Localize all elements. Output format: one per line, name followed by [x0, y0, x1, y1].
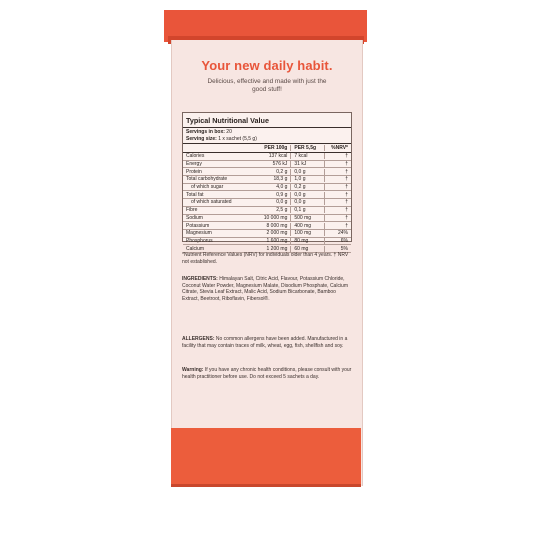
- nutrition-row: [183, 161, 351, 169]
- nutrient-name: Calories: [186, 153, 205, 160]
- nutrition-footnote: *Nutrient Reference Values (NRV) for individuals older than 4 years. † NRV not established.: [182, 252, 349, 265]
- nutrient-per100: 10 000 mg: [252, 215, 291, 221]
- nutrient-name: Total fat: [186, 191, 204, 198]
- nutrient-nrv: 6%: [340, 237, 348, 244]
- nutrient-name: Phosphorus: [186, 237, 213, 244]
- nutrient-name: Potassium: [186, 222, 210, 229]
- nutrition-row: [183, 215, 351, 223]
- nutrient-per-serving: 1,0 g: [291, 176, 324, 182]
- subtitle: [172, 78, 362, 94]
- nutrition-rows: [183, 153, 351, 253]
- nutrient-per-serving: 0,0 g: [291, 169, 324, 175]
- nutrient-per-serving: 0,0 g: [291, 192, 324, 198]
- nutrient-per100: 576 kJ: [252, 161, 291, 167]
- warning: [182, 367, 352, 380]
- nutrition-row: [183, 230, 351, 238]
- nutrient-per-serving: 7 kcal: [291, 153, 324, 159]
- nutrient-nrv: 5%: [340, 245, 348, 252]
- header-col-per-serving: PER 5,5g: [291, 145, 324, 151]
- nutrition-row: [183, 199, 351, 207]
- servings-value: 20: [226, 129, 232, 135]
- nutrition-row: [183, 168, 351, 176]
- nutrient-name: of which saturated: [191, 199, 232, 206]
- nutrient-nrv: †: [345, 199, 349, 206]
- servings-label: Servings in box:: [186, 129, 225, 135]
- nutrient-name: Sodium: [186, 214, 203, 221]
- nutrient-nrv: †: [345, 184, 349, 191]
- nutrient-per100: 137 kcal: [252, 153, 291, 159]
- nutrition-row: [183, 222, 351, 230]
- nutrient-per-serving: 0,0 g: [291, 199, 324, 205]
- nutrient-nrv: †: [345, 222, 348, 229]
- nutrient-nrv: †: [345, 176, 348, 183]
- nutrient-per-serving: 100 mg: [291, 230, 324, 236]
- nutrient-per-serving: 400 mg: [291, 223, 324, 229]
- nutrient-per100: 1 600 mg: [252, 238, 291, 244]
- nutrient-nrv: †: [345, 214, 348, 221]
- nutrient-name: Energy: [186, 161, 202, 168]
- nutrient-nrv: 24%: [337, 230, 348, 237]
- box-bottom-orange-band: [171, 428, 361, 486]
- nutrient-per100: 2,5 g: [252, 207, 291, 213]
- serving-size-value: 1 x sachet (5,5 g): [218, 135, 257, 142]
- nutrient-name: Total carbohydrate: [186, 176, 228, 183]
- nutrient-name: Fibre: [186, 207, 198, 214]
- nutrient-per100: 18,3 g: [252, 176, 291, 182]
- ingredients-text: Himalayan Salt, Citric Acid, Flavour, Potassium Chloride, Coconut Water Powder, Magnesium Malate, Disodium Phosphate, Calcium Citrate, Stevia Leaf Extract, Malic Acid, Sodium Bicarbonate, Bamboo Extract, Beetroot, Riboflavin, Fibersol®.: [182, 276, 349, 302]
- nutrient-nrv: †: [345, 191, 348, 198]
- nutrition-row: [183, 191, 351, 199]
- nutrient-name: Calcium: [186, 245, 205, 252]
- nutrition-row: [183, 184, 351, 192]
- nutrient-name: Magnesium: [186, 230, 212, 237]
- warning-text: If you have any chronic health conditions, please consult with your health practitioner before use. Do not exceed 5 sachets a day.: [182, 367, 352, 380]
- nutrition-row: [183, 238, 351, 246]
- nutrition-row: [183, 153, 351, 161]
- nutrient-nrv: †: [345, 207, 348, 214]
- nutrient-per100: 1 200 mg: [252, 246, 291, 252]
- header-col-per100: PER 100g: [252, 145, 291, 151]
- nutrition-meta: [183, 128, 351, 144]
- ingredients-label: INGREDIENTS:: [182, 276, 218, 282]
- nutrient-name: of which sugar: [191, 184, 224, 191]
- nutrient-nrv: †: [345, 161, 348, 168]
- nutrition-row: [183, 176, 351, 184]
- nutrient-per-serving: 500 mg: [291, 215, 324, 221]
- nutrient-per100: 4,0 g: [252, 184, 291, 190]
- nutrient-per-serving: 60 mg: [291, 246, 324, 252]
- header-col-nrv: %NRV*: [331, 145, 348, 151]
- nutrient-per100: 8 000 mg: [252, 223, 291, 229]
- nutrient-per100: 2 000 mg: [252, 230, 291, 236]
- allergens: [182, 336, 352, 349]
- nutrient-per-serving: 0,2 g: [291, 184, 324, 190]
- serving-size-label: Serving size:: [186, 135, 217, 142]
- product-box-side-panel: [171, 40, 363, 486]
- nutrient-per-serving: 0,1 g: [291, 207, 324, 213]
- nutrient-nrv: †: [345, 168, 348, 175]
- nutrition-header-row: [183, 144, 351, 153]
- nutrient-per-serving: 80 mg: [291, 238, 324, 244]
- warning-label: Warning:: [182, 367, 204, 373]
- box-bottom-edge: [171, 484, 361, 487]
- nutrient-per100: 0,2 g: [252, 169, 291, 175]
- headline: Your new daily habit.: [201, 58, 333, 73]
- nutrient-per-serving: 31 kJ: [291, 161, 324, 167]
- ingredients: [182, 276, 352, 302]
- nutrition-table: [182, 112, 352, 252]
- subtitle-text: Delicious, effective and made with just the good stuff!: [207, 78, 327, 93]
- nutrient-nrv: †: [345, 153, 348, 160]
- nutrient-per100: 0,0 g: [252, 199, 291, 205]
- nutrient-per100: 0,9 g: [252, 192, 291, 198]
- allergens-text: No common allergens have been added. Manufactured in a facility that may contain traces of milk, wheat, egg, fish, shellfish and soy.: [182, 336, 348, 349]
- nutrition-row: [183, 207, 351, 215]
- nutrition-title: Typical Nutritional Value: [183, 113, 351, 128]
- nutrient-name: Protein: [186, 168, 202, 175]
- allergens-label: ALLERGENS:: [182, 336, 215, 342]
